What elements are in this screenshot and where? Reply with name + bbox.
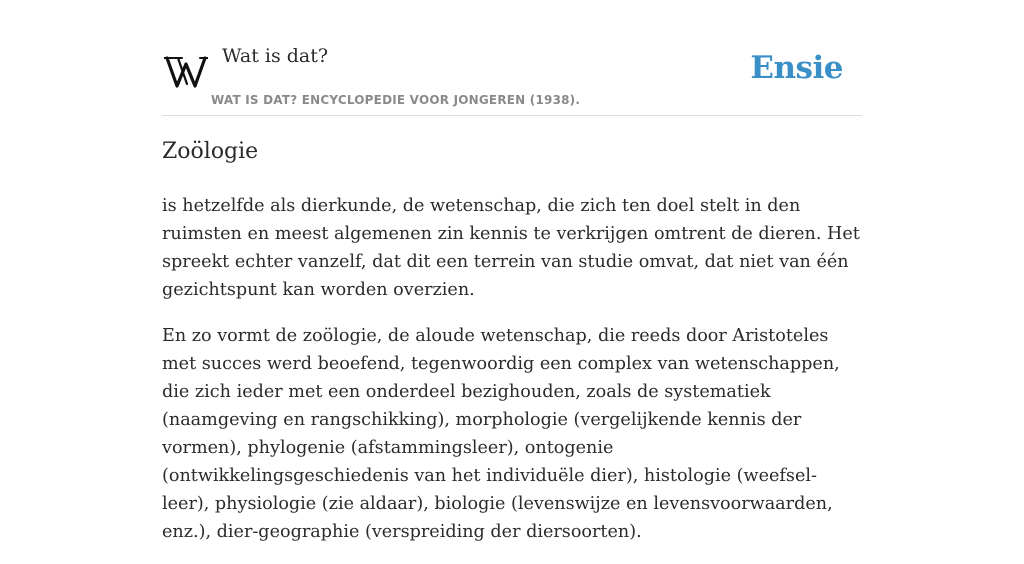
wikipedia-w-icon bbox=[164, 50, 208, 90]
page bbox=[162, 0, 862, 542]
article-body bbox=[162, 192, 862, 564]
header-divider bbox=[162, 115, 862, 116]
header-subtitle: WAT IS DAT? ENCYCLOPEDIE VOOR JONGEREN (1938). bbox=[211, 93, 581, 107]
brand-logo-link[interactable]: Ensie bbox=[750, 50, 843, 86]
header-title[interactable]: Wat is dat? bbox=[222, 45, 329, 67]
article-paragraph: is hetzelfde als dierkunde, de wetenschap, die zich ten doel stelt in den ruimsten en meest algemenen zin kennis te verkrijgen omtrent de dieren. Het spreekt echter vanzelf, dat dit een terrein van studie omvat, dat niet van één gezichtspunt kan worden overzien. bbox=[162, 196, 860, 300]
article-paragraph: En zo vormt de zoölogie, de aloude wetenschap, die reeds door Aristoteles met succes werd beoefend, tegenwoordig een complex van wetenschappen, die zich ieder met een onderdeel bezighouden, zoals de systematiek (naamgeving en rangschikking), morphologie (vergelijkende kennis der vormen), phylogenie (afstammingsleer), ontogenie (ontwikkelingsgeschiedenis van het individuële dier), histologie (weefsel-leer), physiologie (zie aldaar), biologie (levenswijze en levensvoorwaarden, enz.), dier-geographie (verspreiding der diersoorten). bbox=[162, 326, 840, 542]
article-title: Zoölogie bbox=[162, 139, 259, 164]
